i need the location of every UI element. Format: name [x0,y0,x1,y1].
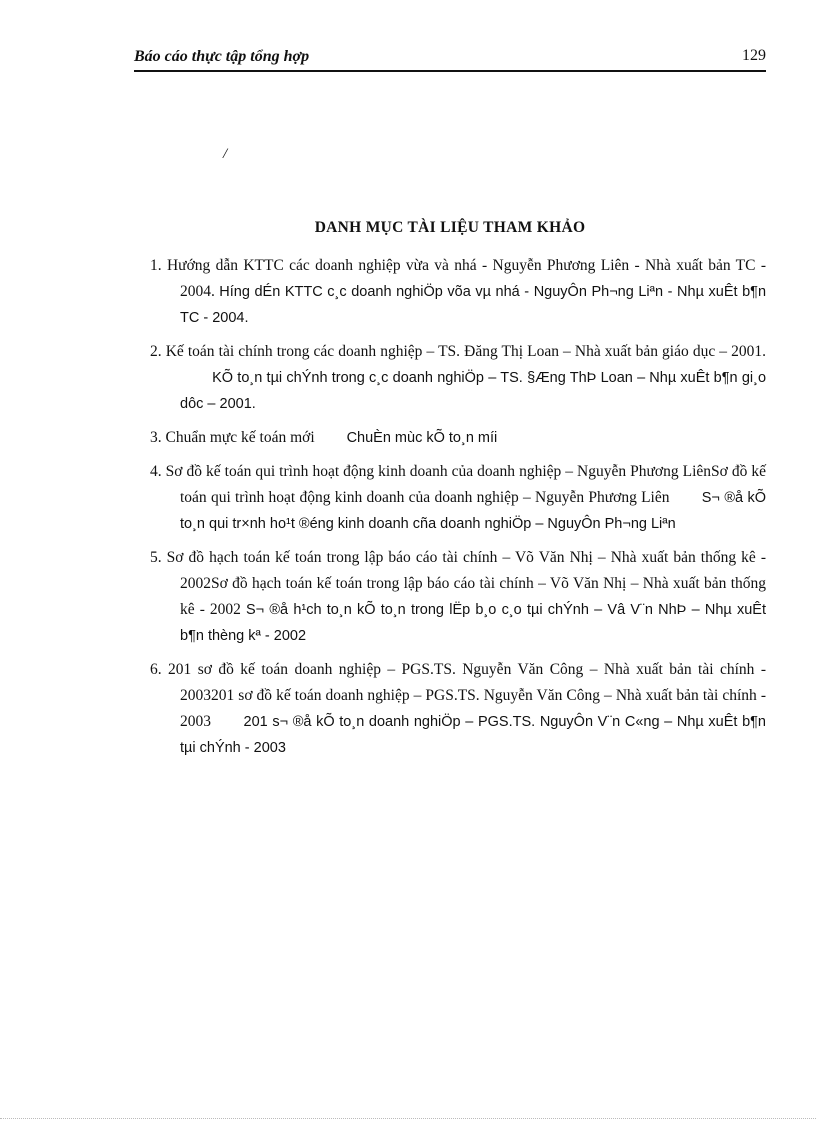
report-title: Báo cáo thực tập tổng hợp [134,48,310,65]
reference-garbled-text: S¬ ®å kÕ to¸n qui tr×nh ho¹t ®éng kinh doanh cña doanh nghiÖp – NguyÔn Ph¬ng Liªn [180,490,767,532]
reference-item [150,545,766,649]
reference-item [150,657,766,761]
reference-garbled-text: KÕ to¸n tµi chÝnh trong c¸c doanh nghiÖp – TS. §Æng ThÞ Loan – [212,370,646,386]
page-header [134,48,766,72]
reference-text: 6. 201 sơ đồ kế toán doanh nghiệp – PGS.TS. Nguyễn Văn Công – Nhà xuất bản tài chính - 2003201 sơ đồ kế toán doanh nghiệp – PGS.TS. Nguyễn Văn Công – Nhà xuất bản tài chính - 2003 [150,661,766,730]
reference-text: 2. Kế toán tài chính trong các doanh nghiệp – TS. Đăng Thị Loan – Nhà xuất bản giáo dục – 2001. [150,343,766,360]
page-number: 129 [742,47,766,64]
reference-garbled-text: 201 s¬ ®å kÕ to¸n doanh nghiÖp – PGS.TS. NguyÔn V¨n C«ng – Nhµ xuÊt b¶n tµi chÝnh - 2003 [180,714,766,756]
reference-garbled-text-tail: Nhµ xuÊt b¶n gi¸o dôc – 2001. [180,370,767,412]
stray-mark: / [223,146,228,162]
reference-item [150,425,766,451]
footer-divider [0,1118,816,1120]
section-title: DANH MỤC TÀI LIỆU THAM KHẢO [314,219,586,236]
reference-garbled-text: Híng dÉn KTTC c¸c doanh nghiÖp võa vµ nhá - NguyÔn Ph¬ng Liªn - Nhµ xuÊt b¶n TC - 2004. [180,284,767,326]
reference-item [150,459,766,537]
reference-text: 3. Chuẩn mực kế toán mới [150,429,315,446]
reference-text: 5. Sơ đồ hạch toán kế toán trong lập báo cáo tài chính – Võ Văn Nhị – Nhà xuất bản thống kê - 2002Sơ đồ hạch toán kế toán trong lập báo cáo tài chính – Võ Văn Nhị – Nhà xuất bản thống kê - 2002 [150,549,766,618]
reference-list [150,253,766,769]
reference-text: 4. Sơ đồ kế toán qui trình hoạt động kinh doanh của doanh nghiệp – Nguyễn Phương LiênSơ đồ kế toán qui trình hoạt động kinh doanh của doanh nghiệp – Nguyễn Phương Liên [150,463,766,506]
reference-text: 1. Hướng dẫn KTTC các doanh nghiệp vừa và nhá - Nguyễn Phương Liên - Nhà xuất bản TC - 2004. [150,257,766,300]
reference-item [150,339,766,417]
reference-item [150,253,766,331]
reference-garbled-text: S¬ ®å h¹ch to¸n kÕ to¸n trong lËp b¸o c¸o tµi chÝnh – Vâ V¨n NhÞ – Nhµ xuÊt b¶n thèng kª - 2002 [180,602,766,644]
reference-garbled-text: ChuÈn mùc kÕ to¸n míi [346,430,498,446]
